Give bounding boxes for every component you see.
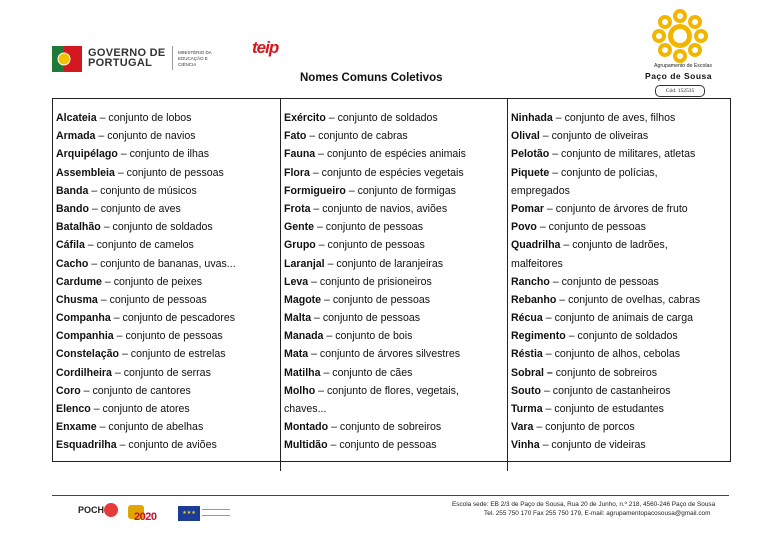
school-code-badge: Cód. 152535	[655, 85, 705, 97]
school-name: Paço de Sousa	[645, 71, 712, 81]
table-row	[53, 327, 280, 345]
noun-definition: – conjunto de abelhas	[96, 421, 204, 434]
noun-definition: – conjunto de navios	[95, 130, 196, 143]
government-name: GOVERNO DE PORTUGAL	[88, 47, 166, 69]
footer-divider	[52, 495, 729, 496]
table-row	[508, 418, 731, 436]
noun-definition: – conjunto de soldados	[325, 112, 438, 124]
table-column-2	[280, 99, 508, 471]
noun-definition: – conjunto de pessoas	[327, 439, 437, 452]
noun-term: Pelotão	[511, 148, 550, 161]
noun-definition: – conjunto de pessoas	[321, 293, 431, 306]
noun-definition: – conjunto de ilhas	[117, 148, 210, 161]
noun-term: Multidão	[284, 439, 328, 452]
noun-term: Batalhão	[56, 221, 101, 234]
table-row	[281, 236, 508, 254]
page-title: Nomes Comuns Coletivos	[300, 72, 443, 84]
noun-definition: – conjunto de bois	[323, 330, 413, 343]
noun-definition: – conjunto de camelos	[84, 239, 194, 252]
noun-definition: – conjunto de músicos	[88, 184, 197, 197]
noun-definition: chaves...	[284, 403, 327, 415]
table-column-1	[53, 99, 280, 455]
noun-definition: – conjunto de cães	[320, 366, 413, 379]
table-row	[53, 236, 280, 254]
noun-term: Alcateia	[56, 112, 97, 124]
footer-logos	[78, 503, 228, 523]
footer-address: Escola sede: EB 2/3 de Paço de Sousa, Rua 20 de Junho, n.º 218, 4560-246 Paço de Sousa	[452, 501, 716, 508]
noun-definition: – conjunto de oliveiras	[539, 130, 649, 143]
table-row	[281, 345, 508, 363]
noun-term: Fato	[284, 130, 307, 143]
eu-fund-mark	[202, 509, 230, 516]
noun-definition: – conjunto de soldados	[565, 330, 678, 343]
table-row	[508, 218, 731, 236]
noun-term: Turma	[511, 403, 543, 415]
table-row	[508, 236, 731, 254]
noun-term: Grupo	[284, 239, 316, 252]
noun-definition: – conjunto de atores	[90, 403, 190, 415]
noun-term: Montado	[284, 421, 329, 434]
table-row	[508, 164, 731, 182]
noun-term: Coro	[56, 384, 81, 397]
table-row	[508, 182, 731, 200]
table-row	[53, 291, 280, 309]
noun-definition: – conjunto de cantores	[80, 384, 191, 397]
noun-term: Manada	[284, 330, 324, 343]
noun-term: Pomar	[511, 202, 544, 215]
noun-definition: – conjunto de pessoas	[536, 221, 646, 234]
noun-definition: – conjunto de aviões	[116, 439, 217, 452]
noun-definition: – conjunto de pessoas	[549, 275, 659, 288]
ministry-name: MINISTÉRIO DA EDUCAÇÃO E CIÊNCIA	[178, 50, 212, 67]
noun-definition: – conjunto de laranjeiras	[324, 257, 444, 270]
table-row	[281, 200, 508, 218]
table-row	[281, 109, 508, 127]
table-row	[508, 255, 731, 273]
table-row	[508, 436, 731, 454]
school-group-label: Agrupamento de Escolas	[654, 63, 712, 69]
table-row	[508, 382, 731, 400]
noun-term: Matilha	[284, 366, 321, 379]
table-row	[53, 418, 280, 436]
noun-definition: – conjunto de espécies animais	[315, 148, 466, 161]
table-row	[508, 327, 731, 345]
poch-logo: POCH	[78, 505, 105, 515]
noun-term: Réstia	[511, 348, 543, 361]
noun-definition: – conjunto de bananas, uvas...	[88, 257, 236, 270]
noun-term: Sobral –	[511, 366, 553, 379]
table-row	[53, 400, 280, 418]
noun-definition: – conjunto de aves, filhos	[552, 112, 676, 124]
noun-definition: malfeitores	[511, 257, 563, 270]
noun-term: Mata	[284, 348, 309, 361]
noun-definition: – conjunto de videiras	[539, 439, 646, 452]
noun-definition: – conjunto de árvores silvestres	[308, 348, 461, 361]
noun-term: Flora	[284, 166, 310, 179]
noun-definition: – conjunto de pessoas	[314, 221, 423, 234]
noun-term: Ninhada	[511, 112, 553, 124]
table-row	[281, 127, 508, 145]
noun-definition: – conjunto de pessoas	[97, 293, 207, 306]
noun-definition: – conjunto de militares, atletas	[549, 148, 696, 161]
noun-term: Fauna	[284, 148, 316, 161]
noun-definition: – conjunto de pessoas	[315, 239, 425, 252]
noun-definition: – conjunto de prisioneiros	[308, 275, 432, 288]
table-row	[53, 309, 280, 327]
noun-definition: – conjunto de animais de carga	[542, 312, 693, 325]
noun-term: Molho	[284, 384, 316, 397]
noun-term: Cardume	[56, 275, 102, 288]
noun-term: Malta	[284, 312, 312, 325]
noun-definition: – conjunto de porcos	[533, 421, 635, 434]
noun-definition: – conjunto de sobreiros	[328, 421, 442, 434]
portugal2020-logo: 2020	[134, 511, 157, 523]
table-row	[53, 200, 280, 218]
noun-term: Rancho	[511, 275, 550, 288]
noun-term: Rebanho	[511, 293, 557, 306]
table-row	[508, 127, 731, 145]
table-row	[508, 145, 731, 163]
portugal-flag-icon	[52, 46, 82, 72]
noun-definition: – conjunto de pescadores	[110, 312, 236, 325]
table-row	[53, 109, 280, 127]
noun-term: Souto	[511, 384, 542, 397]
noun-definition: – conjunto de navios, aviões	[310, 202, 448, 215]
noun-definition: – conjunto de aves	[88, 202, 181, 215]
noun-term: Armada	[56, 130, 96, 143]
table-row	[508, 200, 731, 218]
noun-term: Cacho	[56, 257, 89, 270]
noun-definition: empregados	[511, 184, 570, 197]
noun-term: Companhia	[56, 330, 114, 343]
table-row	[53, 364, 280, 382]
noun-term: Regimento	[511, 330, 566, 343]
noun-term: Povo	[511, 221, 537, 234]
table-row	[53, 182, 280, 200]
noun-definition: – conjunto de castanheiros	[541, 384, 671, 397]
noun-term: Gente	[284, 221, 315, 234]
noun-term: Récua	[511, 312, 543, 325]
noun-definition: – conjunto de formigas	[345, 184, 456, 197]
table-row	[53, 436, 280, 454]
table-row	[53, 382, 280, 400]
noun-definition: – conjunto de ladrões,	[560, 239, 668, 252]
table-row	[508, 273, 731, 291]
noun-definition: conjunto de sobreiros	[552, 366, 658, 379]
table-row	[281, 382, 508, 400]
noun-term: Constelação	[56, 348, 119, 361]
table-row	[53, 345, 280, 363]
footer-contacts: Tel. 255 750 170 Fax 255 750 179, E-mail: agrupamentopacosousa@gmail.com	[484, 510, 711, 517]
noun-term: Enxame	[56, 421, 97, 434]
noun-term: Exército	[284, 112, 326, 124]
noun-term: Companha	[56, 312, 111, 325]
table-row	[281, 400, 508, 418]
table-row	[508, 364, 731, 382]
noun-definition: – conjunto de alhos, cebolas	[542, 348, 681, 361]
table-column-3	[507, 99, 731, 471]
noun-definition: – conjunto de flores, vegetais,	[315, 384, 459, 397]
noun-term: Leva	[284, 275, 309, 288]
table-row	[281, 255, 508, 273]
poch-mark-icon	[104, 503, 118, 517]
table-row	[281, 273, 508, 291]
noun-term: Esquadrilha	[56, 439, 117, 452]
noun-definition: – conjunto de estudantes	[542, 403, 664, 415]
noun-definition: – conjunto de pessoas	[113, 330, 223, 343]
government-logo	[52, 44, 212, 74]
noun-definition: – conjunto de soldados	[100, 221, 213, 234]
noun-definition: – conjunto de árvores de fruto	[543, 202, 688, 215]
collective-nouns-table	[52, 98, 731, 462]
noun-term: Vara	[511, 421, 534, 434]
table-row	[281, 182, 508, 200]
noun-definition: – conjunto de pessoas	[114, 166, 224, 179]
noun-term: Frota	[284, 202, 311, 215]
noun-term: Arquipélago	[56, 148, 118, 161]
divider	[172, 46, 173, 70]
table-row	[53, 273, 280, 291]
table-row	[508, 109, 731, 127]
table-row	[53, 164, 280, 182]
noun-term: Elenco	[56, 403, 91, 415]
noun-term: Assembleia	[56, 166, 115, 179]
noun-term: Olival	[511, 130, 540, 143]
table-row	[281, 364, 508, 382]
noun-term: Banda	[56, 184, 89, 197]
teip-logo	[252, 38, 292, 78]
noun-definition: – conjunto de cabras	[306, 130, 408, 143]
table-row	[281, 418, 508, 436]
noun-term: Cordilheira	[56, 366, 112, 379]
table-row	[508, 309, 731, 327]
table-row	[53, 145, 280, 163]
noun-term: Magote	[284, 293, 322, 306]
table-row	[508, 400, 731, 418]
noun-term: Laranjal	[284, 257, 325, 270]
table-row	[508, 291, 731, 309]
table-row	[281, 436, 508, 454]
noun-term: Quadrilha	[511, 239, 561, 252]
noun-term: Cáfila	[56, 239, 85, 252]
noun-term: Piquete	[511, 166, 550, 179]
noun-definition: – conjunto de espécies vegetais	[309, 166, 464, 179]
school-emblem-icon	[651, 8, 709, 64]
noun-definition: – conjunto de ovelhas, cabras	[556, 293, 701, 306]
table-row	[53, 255, 280, 273]
table-row	[281, 164, 508, 182]
noun-term: Bando	[56, 202, 89, 215]
noun-definition: – conjunto de lobos	[96, 112, 192, 124]
table-row	[281, 327, 508, 345]
noun-definition: – conjunto de pessoas	[311, 312, 421, 325]
noun-term: Formigueiro	[284, 184, 346, 197]
table-row	[53, 127, 280, 145]
noun-term: Vinha	[511, 439, 540, 452]
teip-logo-text: teip	[252, 38, 279, 57]
table-row	[281, 145, 508, 163]
noun-term: Chusma	[56, 293, 98, 306]
table-row	[281, 309, 508, 327]
table-row	[53, 218, 280, 236]
noun-definition: – conjunto de serras	[111, 366, 211, 379]
noun-definition: – conjunto de polícias,	[549, 166, 658, 179]
noun-definition: – conjunto de estrelas	[119, 348, 226, 361]
table-row	[508, 345, 731, 363]
table-row	[281, 218, 508, 236]
table-row	[281, 291, 508, 309]
eu-flag-icon: ★★★	[178, 506, 200, 521]
noun-definition: – conjunto de peixes	[101, 275, 203, 288]
